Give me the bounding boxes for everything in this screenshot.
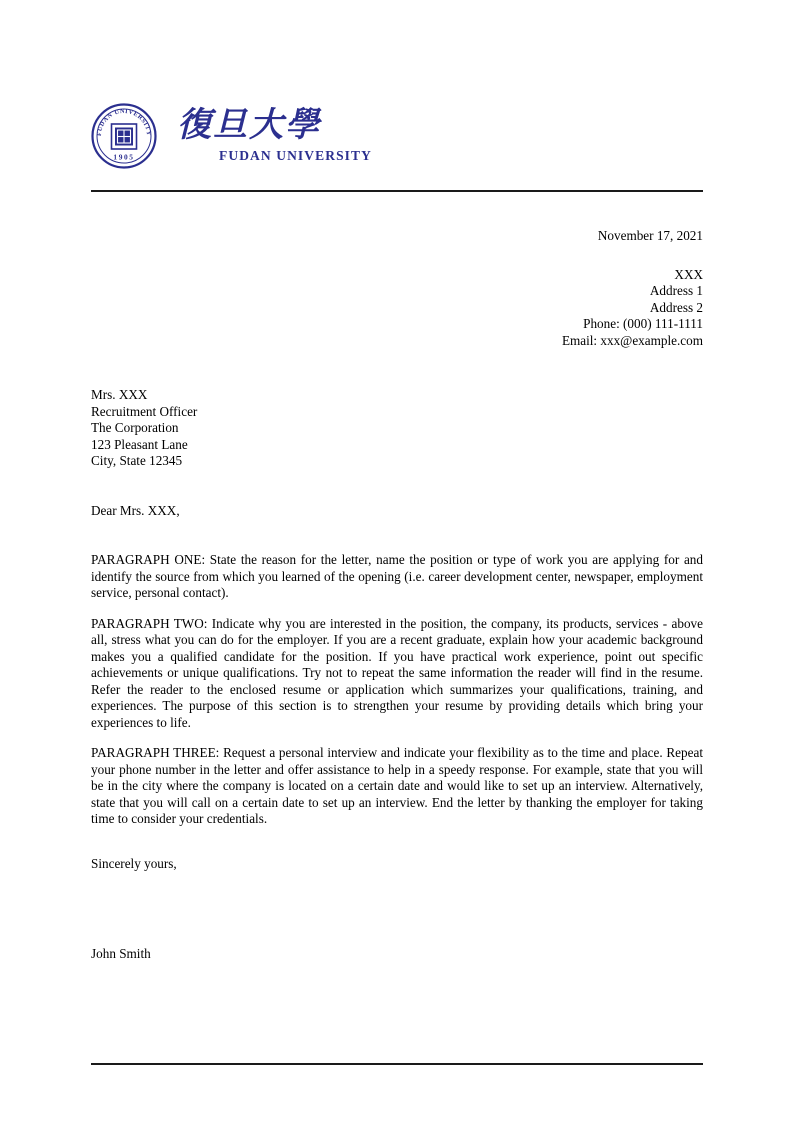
sender-email: Email: xxx@example.com [561, 332, 703, 348]
recipient-block [91, 387, 703, 470]
letter-body [91, 228, 703, 963]
university-wordmark [177, 103, 372, 169]
footer-divider [91, 1063, 703, 1065]
svg-text:1905: 1905 [113, 152, 135, 162]
fudan-crest-icon [91, 103, 157, 169]
recipient-city-state-zip: City, State 12345 [91, 453, 183, 468]
recipient-company: The Corporation [91, 420, 179, 435]
signature-name: John Smith [91, 946, 151, 961]
recipient-name: Mrs. XXX [91, 387, 148, 402]
letter-date: November 17, 2021 [597, 228, 703, 243]
sender-address-2: Address 2 [649, 299, 703, 315]
university-name-english: FUDAN UNIVERSITY [219, 148, 372, 164]
sender-phone: Phone: (000) 111-1111 [583, 316, 703, 331]
sender-name: XXX [674, 266, 703, 282]
header-divider [91, 190, 703, 192]
university-name-chinese: 復旦大學 [177, 104, 321, 145]
sender-address-1: Address 1 [649, 283, 703, 298]
paragraph-two: PARAGRAPH TWO: Indicate why you are interested in the position, the company, its products, services - above all, stress what you can do for the employer. If you are a recent graduate, explain how your academic background makes you a qualified candidate for the position. If you have practical work experience, point out specific achievements or unique qualifications. Try not to repeat the same information the reader will find in the resume. Refer the reader to the enclosed resume or application which summarizes your qualifications, training, and experiences. The purpose of this section is to strengthen your resume by providing details which bring your experiences to life. [91, 615, 703, 730]
salutation: Dear Mrs. XXX, [91, 502, 180, 518]
recipient-title: Recruitment Officer [91, 403, 198, 419]
sender-block [91, 228, 703, 349]
closing: Sincerely yours, [91, 855, 177, 871]
recipient-street: 123 Pleasant Lane [91, 436, 188, 452]
letter-paragraphs [91, 552, 703, 828]
paragraph-one: PARAGRAPH ONE: State the reason for the letter, name the position or type of work you are applying for and identify the source from which you learned of the opening (i.e. career development center, newspaper, employment service, personal contact). [91, 552, 703, 600]
letterhead [91, 97, 703, 175]
paragraph-three: PARAGRAPH THREE: Request a personal interview and indicate your flexibility as to the time and place. Repeat your phone number in the letter and offer assistance to help in a speedy response. For example, state that you will be in the city where the company is located on a certain date and would like to set up an interview. Alternatively, state that you will call on a certain date to set up an interview. End the letter by thanking the employer for taking time to consider your credentials. [91, 745, 703, 826]
svg-text:FUDAN UNIVERSITY: FUDAN UNIVERSITY [95, 107, 153, 137]
